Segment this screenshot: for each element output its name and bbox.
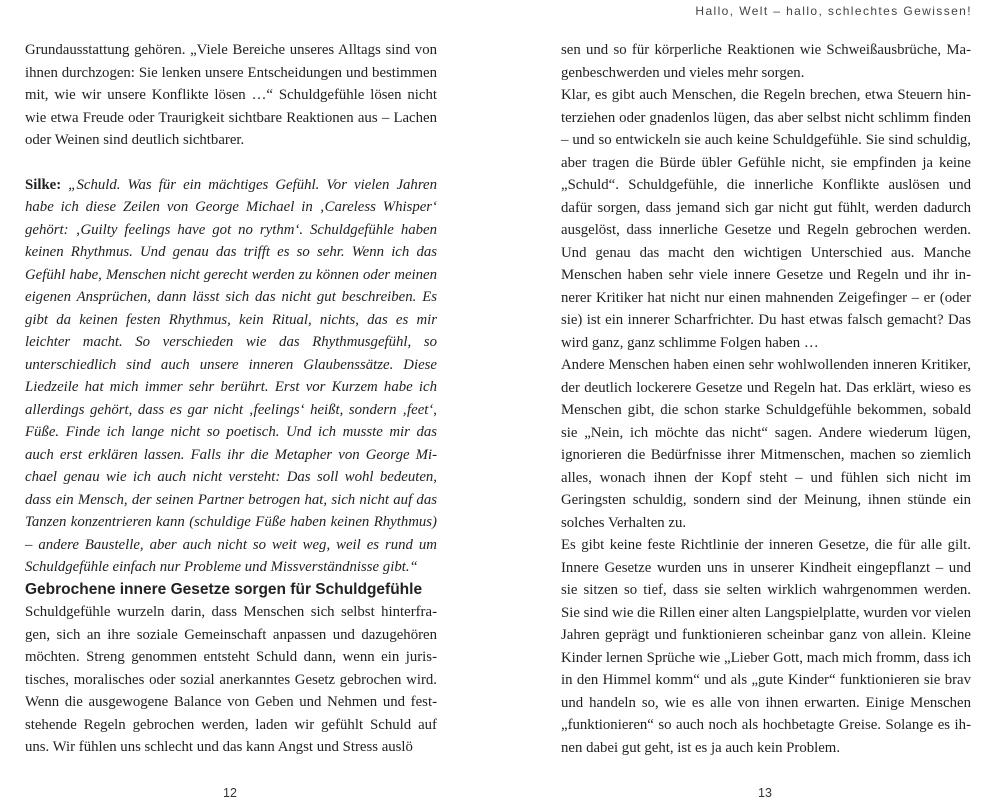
page-number-left: 12 [223,786,237,800]
section-heading: Gebrochene innere Gesetze sorgen für Schuldgefühle [25,580,423,598]
quote-text: „Schuld. Was für ein mächtiges Gefühl. Vor vielen Jahren habe ich diese Zeilen von George Michael in ‚Careless Whisper‘ gehört: ‚Guilty feelings have got no rythm‘. Schuldgefühle haben keinen Rhythmus. Und genau das trifft es so sehr. Wenn ich das Gefühl habe, Menschen nicht gerecht werden zu können oder meinen eigenen Ansprüchen, dann lässt sich das nicht gut beschreiben. Es gibt da keinen festen Rhythmus, kein Ritual, nichts, das es mir leichter macht. So verschieden wie das Rhythmusgefühl, so unterschiedlich sind auch unsere inneren Glaubenssätze. Diese Liedzeile hat mich immer sehr berührt. Erst vor Kurzem habe ich allerdings gehört, dass es gar nicht ‚feelings‘ heißt, sondern ‚feet‘, Füße. Finde ich lange nicht so poetisch. Und ich musste mir das auch erst erklären lassen. Falls ihr die Metapher von George Michael genau wie ich auch nicht versteht: Das soll wohl bedeuten, dass ein Mensch, der seinen Partner betrogen hat, sich nicht auf das Tanzen konzentrieren kann (schuldige Füße haben keinen Rhythmus) – andere Baustelle, aber auch nicht so weit weg, weil es rund um Schuldgefühle einfach nur Probleme und Missverständnisse gibt.“ [25,176,437,575]
paragraph-inner-critic: Andere Menschen haben einen sehr wohlwollenden inneren Kritiker, der deutlich lockerere Gesetze und Regeln hat. Das erklärt, wieso es Menschen gibt, die schon starke Schuldgefühle bekommen, sobald sie „Nein, ich möchte das nicht“ sagen. Andere wiederum lügen, ignorieren die Bedürfnisse ihrer Mitmenschen, machen so ziemlich alles, wonach ihnen der Kopf steht – und fühlen sich nicht im Geringsten schuldig, sondern sind der Meinung, ihnen stünde ein solches Verhalten zu. [561,357,971,531]
running-head: Hallo, Welt – hallo, schlechtes Gewissen! [695,4,972,18]
left-page [25,39,437,759]
right-page [561,39,971,759]
paragraph-body: Schuldgefühle wurzeln darin, dass Menschen sich selbst hinterfragen, sich an ihre soziale Gemeinschaft anpassen und dazugehören möchten. Streng genommen entsteht Schuld dann, wenn ein juristisches, moralisches oder sozial anerkanntes Gesetz gebrochen wird. Wenn die ausgewogene Balance von Geben und Nehmen und feststehende Regeln gebrochen werden, laden wir gefühlt Schuld auf uns. Wir fühlen uns schlecht und das kann Angst und Stress auslö [25,604,437,755]
paragraph-rule-breakers: Klar, es gibt auch Menschen, die Regeln brechen, etwa Steuern hinterziehen oder gnadenlos lügen, das aber selbst nicht schlimm finden – und so entwickeln sie auch keine Schuldgefühle. Sie sind schuldig, aber tragen die Bürde übler Gefühle nicht, sie empfinden ja keine „Schuld“. Schuldgefühle, die innerliche Konflikte auslösen und dafür sorgen, dass jemand sich gar nicht gut fühlt, werden dadurch ausgelöst, dass innerliche Gesetze und Regeln gebrochen werden. Und genau das macht den wichtigen Unterschied aus. Manche Menschen haben sehr viele innere Gesetze und Regeln und ihr innerer Kritiker hat nicht nur einen mahnenden Zeigefinger – er (oder sie) ist ein innerer Scharfrichter. Du hast etwas falsch gemacht? Das wird ganz, ganz schlimme Folgen haben … [561,87,971,351]
quote-block [25,174,437,579]
quote-speaker: Silke: [25,176,62,193]
paragraph-intro: Grundausstattung gehören. „Viele Bereiche unseres Alltags sind von ihnen durchzogen: Sie lenken unsere Entscheidungen und bestimmen mit, wie wir unsere Konflikte lösen …“ Schuldgefühle lösen nicht wie etwa Freude oder Traurigkeit sichtbare Reaktionen aus – Lachen oder Weinen sind deutlich sichtbarer. [25,42,437,148]
page-number-right: 13 [758,786,772,800]
paragraph-continuation: sen und so für körperliche Reaktionen wie Schweißausbrüche, Magenbeschwerden und vieles mehr sorgen. [561,42,971,81]
paragraph-inner-laws: Es gibt keine feste Richtlinie der inneren Gesetze, die für alle gilt. Innere Gesetze wurden uns in unserer Kindheit eingepflanzt – und sie sitzen so tief, dass sie selten wirklich wahrgenommen werden. Sie sind wie die Rillen einer alten Langspielplatte, wurden vor vielen Jahren geprägt und funktionieren scheinbar ganz von allein. Kleine Kinder lernen Sprüche wie „Lieber Gott, mach mich fromm, dass ich in den Himmel komm“ und als „gute Kinder“ funktionieren sie brav und handeln so, wie es alle von ihnen erwarten. Einige Menschen „funktionieren“ so auch noch als hochbetagte Greise. Solange es ihnen dabei gut geht, ist es ja auch kein Problem. [561,537,971,756]
